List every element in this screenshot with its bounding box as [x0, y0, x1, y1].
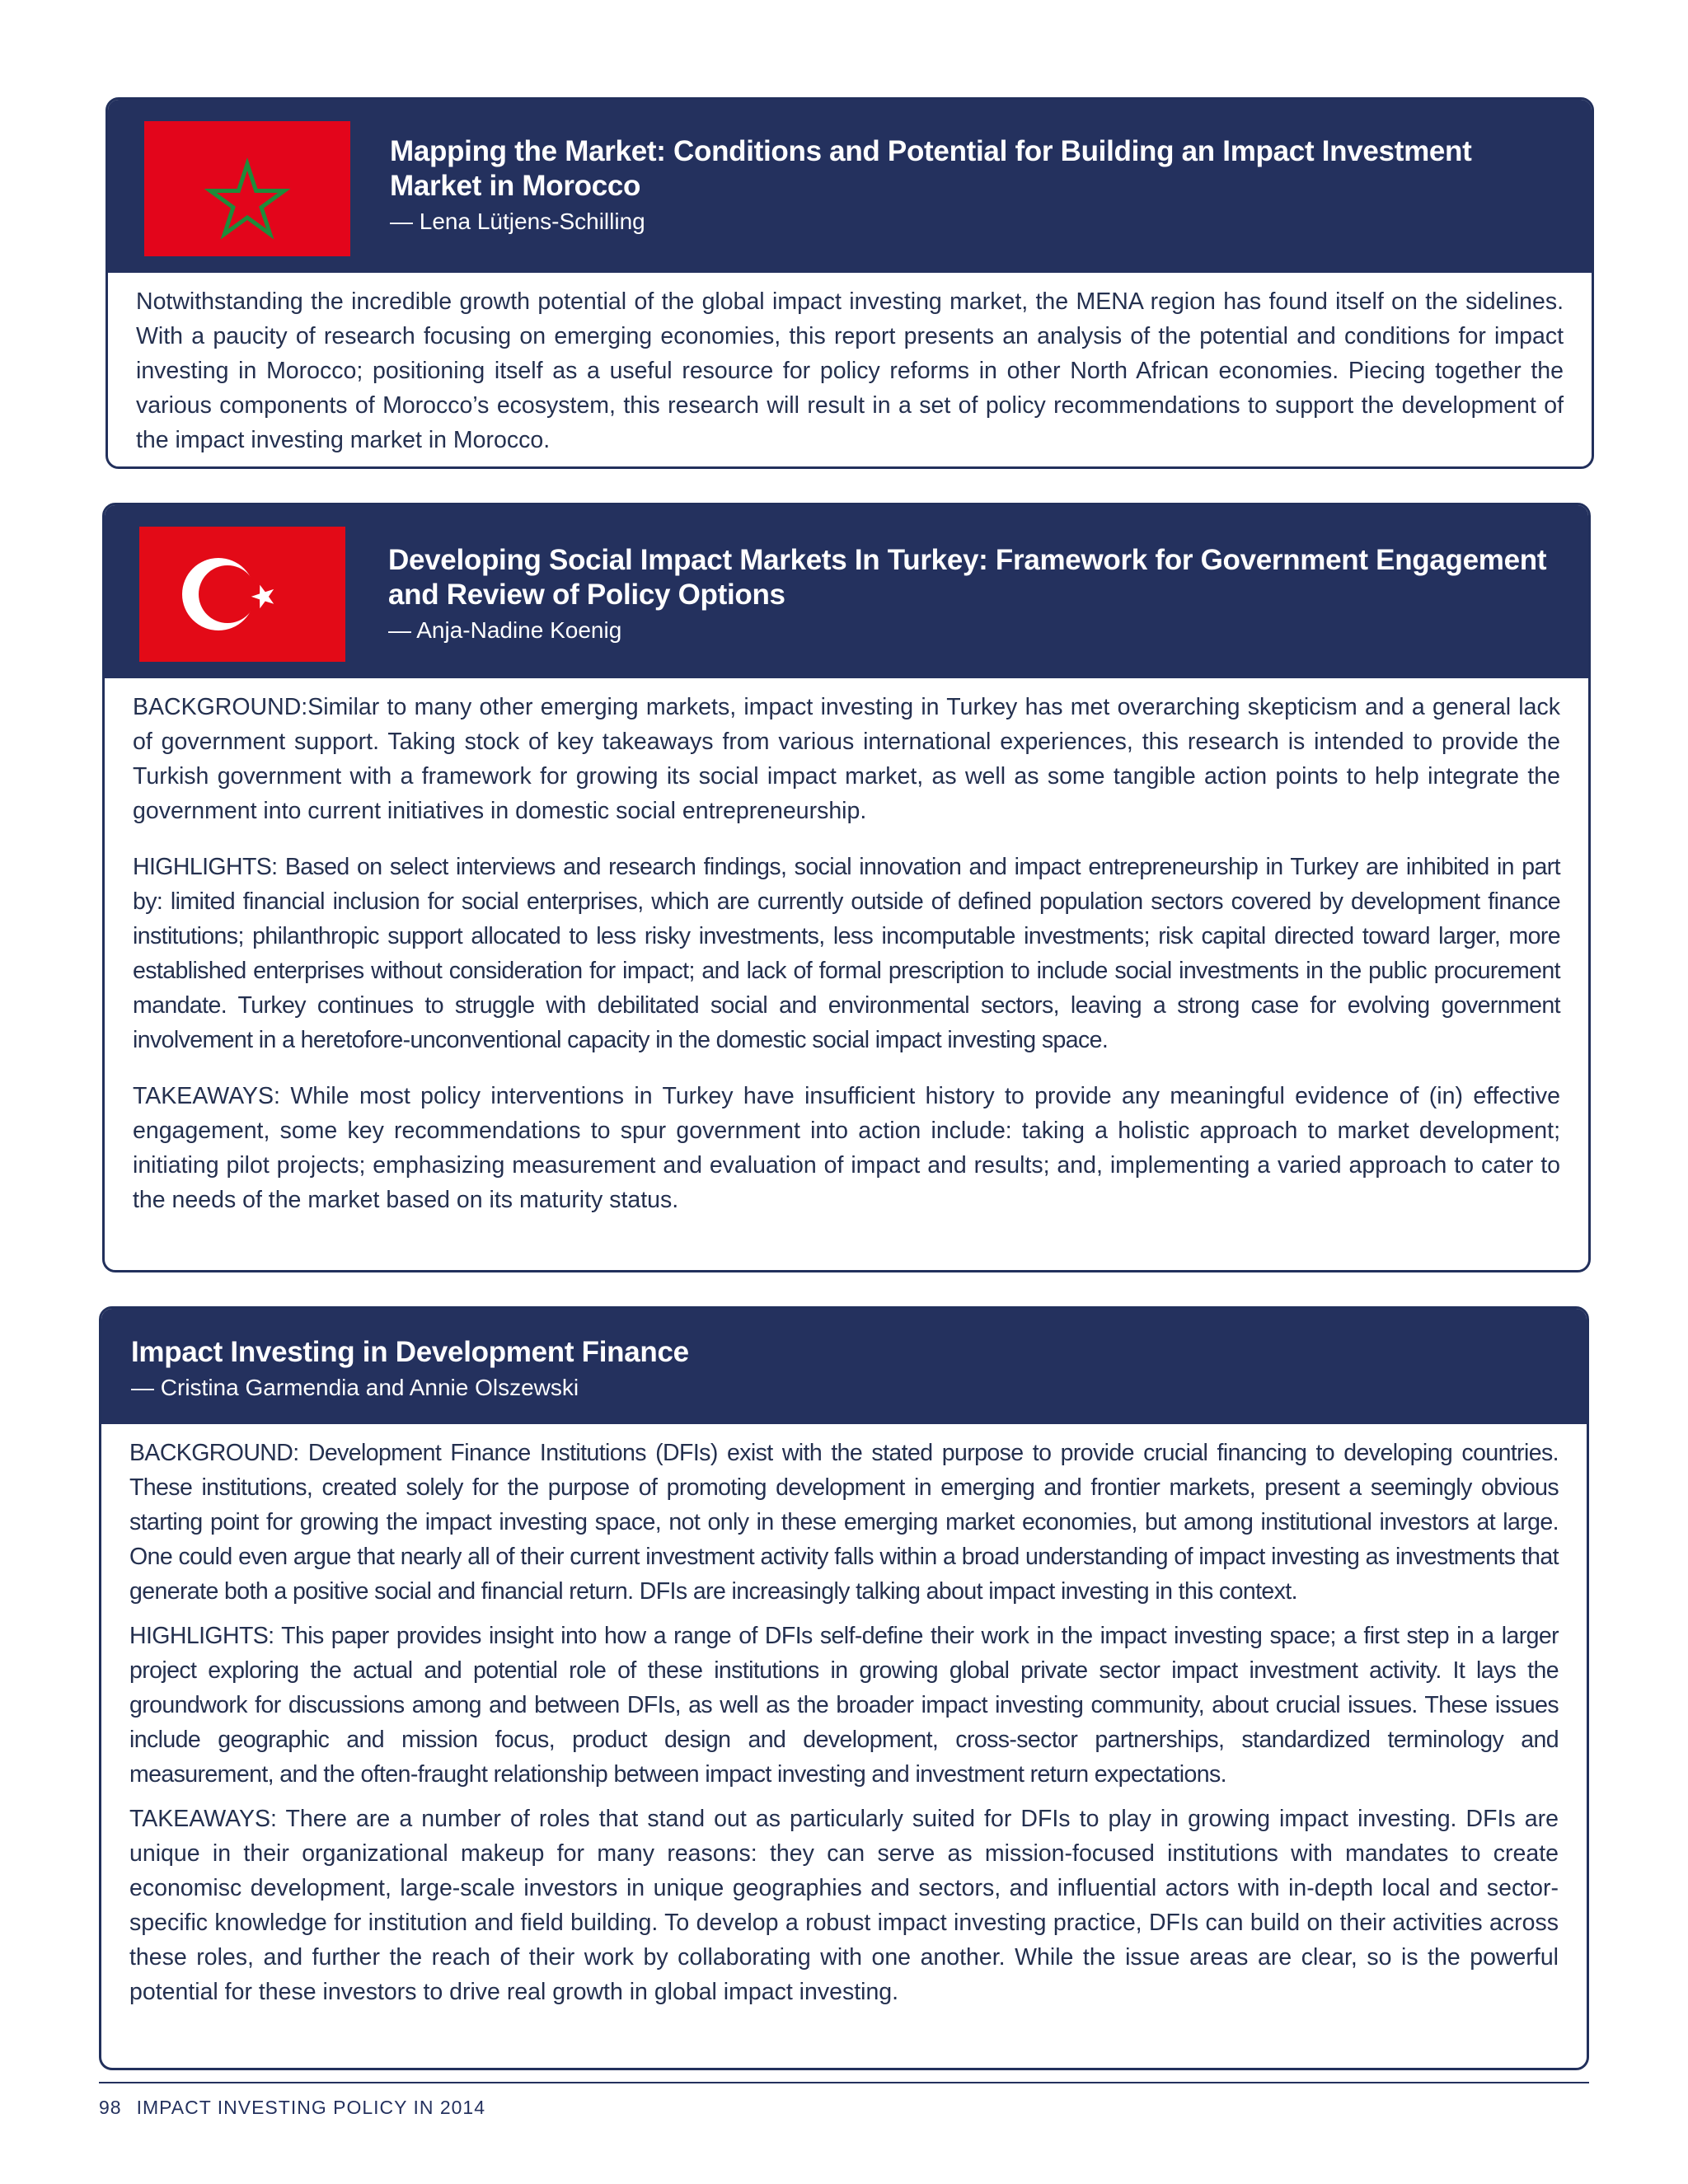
highlights-paragraph: HIGHLIGHTS: This paper provides insight into how a range of DFIs self-define their work in the impact investing space; a first step in a larger project exploring the actual and potential role of these institutions in growing global private sector impact investment activity. It lays the groundwork for discussions among and between DFIs, as well as the broader impact investing community, about crucial issues. These issues include geographic and mission focus, product design and development, cross-sector partnerships, standardized terminology and measurement, and the often-fraught relationship between impact investing and investment return expectations. — [129, 1623, 1559, 1788]
card-body — [101, 1424, 1587, 2009]
title-block — [390, 134, 1527, 237]
page-footer — [99, 2097, 500, 2119]
report-card-development-finance — [99, 1306, 1589, 2070]
card-header — [105, 505, 1588, 678]
morocco-flag-icon — [144, 121, 350, 256]
report-title: Developing Social Impact Markets In Turkey: Framework for Government Engagement and Review of Policy Options — [388, 544, 1547, 611]
page-number: 98 — [99, 2097, 122, 2118]
card-header — [108, 100, 1592, 273]
highlights-paragraph: HIGHLIGHTS: Based on select interviews and research findings, social innovation and impact entrepreneurship in Turkey are inhibited in part by: limited financial inclusion for social enterprises, which are currently outside of defined population sectors covered by development finance institutions; philanthropic support allocated to less risky investments, less incomputable investments; risk capital directed toward larger, more established enterprises without consideration for impact; and lack of formal prescription to include social investments in the public procurement mandate. Turkey continues to struggle with debilitated social and environmental sectors, leaving a strong case for evolving government involvement in a heretofore-unconventional capacity in the domestic social impact investing space. — [133, 854, 1560, 1053]
running-title: IMPACT INVESTING POLICY IN 2014 — [136, 2097, 485, 2118]
card-header — [101, 1309, 1587, 1424]
turkey-flag-icon — [139, 527, 345, 662]
background-paragraph: BACKGROUND:Similar to many other emerging markets, impact investing in Turkey has met overarching skepticism and a general lack of government support. Taking stock of key takeaways from various international experiences, this research is intended to provide the Turkish government with a framework for growing its social impact market, as well as some tangible action points to help integrate the government into current initiatives in domestic social entrepreneurship. — [133, 694, 1560, 824]
title-block — [131, 1335, 1532, 1403]
report-card-morocco — [106, 97, 1594, 469]
title-block — [388, 543, 1559, 645]
background-paragraph: BACKGROUND: Development Finance Institutions (DFIs) exist with the stated purpose to provide crucial financing to developing countries. These institutions, created solely for the purpose of promoting development in emerging and frontier markets, present a seemingly obvious starting point for growing the impact investing space, not only in these emerging market economies, but among institutional investors at large. One could even argue that nearly all of their current investment activity falls within a broad understanding of impact investing as investments that generate both a positive social and financial return. DFIs are increasingly talking about impact investing in this context. — [129, 1440, 1559, 1605]
report-author: — Cristina Garmendia and Annie Olszewski — [131, 1375, 579, 1400]
footer-rule — [99, 2082, 1589, 2083]
report-title: Impact Investing in Development Finance — [131, 1336, 689, 1368]
report-author: — Lena Lütjens-Schilling — [390, 209, 645, 234]
card-body — [105, 678, 1588, 1217]
report-title: Mapping the Market: Conditions and Potential for Building an Impact Investment Market in Morocco — [390, 135, 1472, 202]
report-author: — Anja-Nadine Koenig — [388, 617, 622, 643]
report-card-turkey — [102, 503, 1591, 1272]
takeaways-paragraph: TAKEAWAYS: While most policy interventions in Turkey have insufficient history to provide any meaningful evidence of (in) effective engagement, some key recommendations to spur government into action include: taking a holistic approach to market development; initiating pilot projects; emphasizing measurement and evaluation of impact and results; and, implementing a varied approach to cater to the needs of the market based on its maturity status. — [133, 1083, 1560, 1213]
card-body — [108, 273, 1592, 457]
abstract-paragraph: Notwithstanding the incredible growth potential of the global impact investing market, the MENA region has found itself on the sidelines. With a paucity of research focusing on emerging economies, this report presents an analysis of the potential and conditions for impact investing in Morocco; positioning itself as a useful resource for policy reforms in other North African economies. Piecing together the various components of Morocco’s ecosystem, this research will result in a set of policy recommendations to support the development of the impact investing market in Morocco. — [136, 288, 1564, 453]
takeaways-paragraph: TAKEAWAYS: There are a number of roles that stand out as particularly suited for DFIs to play in growing impact investing. DFIs are unique in their organizational makeup for many reasons: they can serve as mission-focused institutions with mandates to create economisc development, large-scale investors in unique geographies and sectors, and influential actors with in-depth local and sector-specific knowledge for institution and field building. To develop a robust impact investing practice, DFIs can build on their activities across these roles, and further the reach of their work by collaborating with one another. While the issue areas are clear, so is the powerful potential for these investors to drive real growth in global impact investing. — [129, 1806, 1559, 2005]
